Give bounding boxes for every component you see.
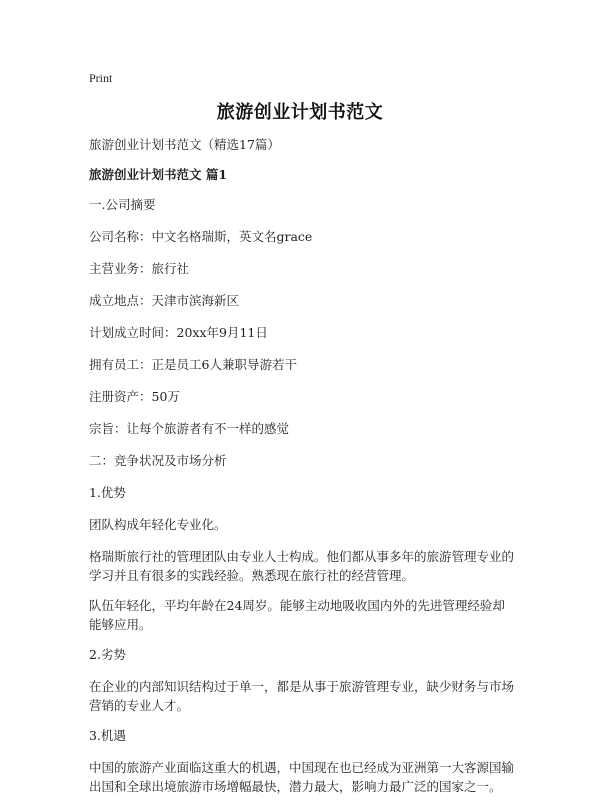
paragraph-team-age: 队伍年轻化，平均年龄在24周岁。能够主动地吸收国内外的先进管理经验却能够应用。 bbox=[89, 598, 505, 632]
paragraph-opportunities-heading: 3.机遇 bbox=[89, 728, 126, 743]
paragraph-location: 成立地点：天津市滨海新区 bbox=[89, 293, 240, 308]
paragraph-knowledge-structure: 在企业的内部知识结构过于单一，都是从事于旅游管理专业，缺少财务与市场营销的专业人才。 bbox=[89, 679, 515, 713]
paragraph-competition-heading: 二：竞争状况及市场分析 bbox=[89, 453, 227, 468]
document-body bbox=[89, 135, 514, 807]
paragraph-company-summary: 一.公司摘要 bbox=[89, 197, 156, 212]
document-title: 旅游创业计划书范文 bbox=[216, 102, 384, 123]
paragraph-staff: 拥有员工：正是员工6人兼职导游若干 bbox=[89, 357, 297, 372]
paragraph-mission: 宗旨：让每个旅游者有不一样的感觉 bbox=[89, 421, 290, 436]
paragraph-weaknesses-heading: 2.劣势 bbox=[89, 647, 126, 662]
paragraph-management-team: 格瑞斯旅行社的管理团队由专业人士构成。他们都从事多年的旅游管理专业的学习并且有很多的实践经验。熟悉现在旅行社的经营管理。 bbox=[89, 549, 515, 583]
paragraph-main-business: 主营业务：旅行社 bbox=[89, 261, 190, 276]
print-label: Print bbox=[89, 71, 113, 85]
paragraph-registered-capital: 注册资产：50万 bbox=[89, 389, 180, 404]
paragraph-company-name: 公司名称：中文名格瑞斯，英文名grace bbox=[89, 229, 313, 244]
section-heading: 旅游创业计划书范文 篇1 bbox=[89, 167, 228, 182]
document-subtitle: 旅游创业计划书范文（精选17篇） bbox=[89, 137, 280, 152]
paragraph-team-young: 团队构成年轻化专业化。 bbox=[89, 517, 227, 532]
paragraph-tourism-opportunity: 中国的旅游产业面临这重大的机遇，中国现在也已经成为亚洲第一大客源国输出国和全球出境旅游市场增幅最快，潜力最大，影响力最广泛的国家之一。 bbox=[89, 760, 515, 794]
paragraph-strengths-heading: 1.优势 bbox=[89, 485, 126, 500]
paragraph-founding-date: 计划成立时间：20xx年9月11日 bbox=[89, 325, 268, 340]
